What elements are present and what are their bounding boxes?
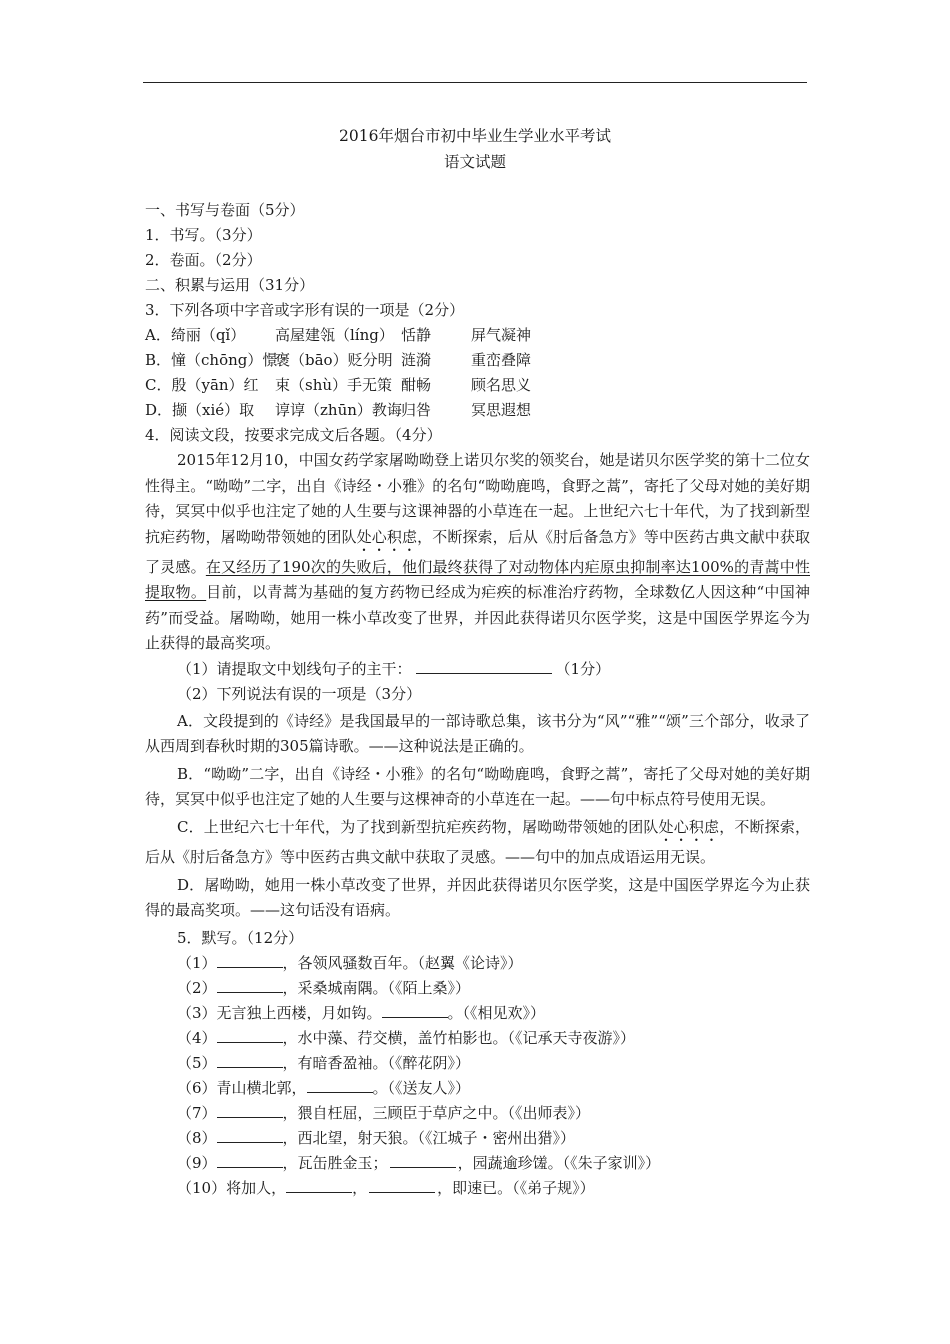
q5-line-6: （6）青山横北郭， 。（《送友人》） [177, 1078, 471, 1097]
q4-sub2: （2）下列说法有误的一项是（3分） [177, 684, 422, 703]
q5-line-3: （3）无言独上西楼，月如钩。 。（《相见欢》） [177, 1003, 546, 1022]
dotted-idiom: 处心积虑 [658, 817, 720, 836]
q5-line-9: （9） ，瓦缶胜金玉； ，园蔬逾珍馐。（《朱子家训》） [177, 1153, 661, 1172]
exam-content [145, 198, 810, 1201]
answer-blank[interactable] [416, 659, 552, 674]
q3-option-c: C．殷（yān）红 束（shù）手无策 酣畅 顾名思义 [145, 376, 532, 394]
q4-option-d: D．屠呦呦，她用一株小草改变了世界，并因此获得诺贝尔医学奖，这是中国医学界迄今为止获得的最高奖项。——这句话没有语病。 [145, 875, 810, 919]
exam-title: 2016年烟台市初中毕业生学业水平考试 [339, 127, 611, 145]
answer-blank[interactable] [217, 1028, 283, 1043]
q4-sub1: （1）请提取文中划线句子的主干： （1分） [177, 659, 611, 678]
q3-option-d: D．撷（xié）取 谆谆（zhūn）教诲归咎 冥思遐想 [145, 401, 532, 419]
q4-option-b: B．“呦呦”二字，出自《诗经・小雅》的名句“呦呦鹿鸣，食野之蒿”，寄托了父母对她的美好期待，冥冥中似乎也注定了她的人生要与这棵神奇的小草连在一起。——句中标点符号使用无误。 [145, 764, 810, 808]
item-2: 2．卷面。（2分） [145, 251, 262, 269]
dotted-idiom: 处心积虑 [356, 527, 418, 546]
answer-blank[interactable] [369, 1178, 435, 1193]
q5-line-2: （2） ，采桑城南隅。（《陌上桑》） [177, 978, 471, 997]
answer-blank[interactable] [382, 1003, 448, 1018]
answer-blank[interactable] [217, 1128, 283, 1143]
answer-blank[interactable] [307, 1078, 373, 1093]
q5-line-4: （4） ，水中藻、荇交横，盖竹柏影也。（《记承天寺夜游》） [177, 1028, 636, 1047]
q3-option-a: A．绮丽（qǐ） 高屋建瓴（líng） 恬静 屏气凝神 [145, 326, 532, 344]
answer-blank[interactable] [217, 953, 283, 968]
q5-line-5: （5） ，有暗香盈袖。（《醉花阴》） [177, 1053, 471, 1072]
underlined-sentence: 在又经历了190次的失败后，他们最终获得了对动物体内疟原虫抑制率达100%的青蒿中性提取物。 [145, 557, 810, 601]
answer-blank[interactable] [217, 978, 283, 993]
section-2-heading: 二、积累与运用（31分） [145, 276, 315, 294]
answer-blank[interactable] [217, 1053, 283, 1068]
answer-blank[interactable] [390, 1153, 456, 1168]
q5-stem: 5．默写。（12分） [177, 928, 304, 947]
answer-blank[interactable] [217, 1153, 283, 1168]
q3-stem: 3．下列各项中字音或字形有误的一项是（2分） [145, 301, 465, 319]
q4-stem: 4．阅读文段，按要求完成文后各题。（4分） [145, 426, 442, 444]
q5-line-10: （10）将加人， ， ，即速已。（《弟子规》） [177, 1178, 595, 1197]
q5-line-7: （7） ，猥自枉屈，三顾臣于草庐之中。（《出师表》） [177, 1103, 591, 1122]
q4-passage: 2015年12月10，中国女药学家屠呦呦登上诺贝尔奖的领奖台，她是诺贝尔医学奖的第十二位女性得主。“呦呦”二字，出自《诗经・小雅》的名句“呦呦鹿鸣，食野之蒿”，寄托了父母对她的美好期待，冥冥中似乎也注定了她的人生要与这课神器的小草连在一起。上世纪六七十年代，为了找到新型抗疟药物，屠呦呦带领她的团队处心积虑，不断探索，后从《肘后备急方》等中医药古典文献中获取了灵感。在又经历了190次的失败后，他们最终获得了对动物体内疟原虫抑制率达100%的青蒿中性提取物。目前，以青蒿为基础的复方药物已经成为疟疾的标准治疗药物，全球数亿人因这种“中国神药”而受益。屠呦呦，她用一株小草改变了世界，并因此获得诺贝尔医学奖，这是中国医学界迄今为止获得的最高奖项。 [145, 451, 810, 652]
answer-blank[interactable] [286, 1178, 352, 1193]
exam-subtitle: 语文试题 [443, 153, 506, 171]
q4-option-a: A．文段提到的《诗经》是我国最早的一部诗歌总集，该书分为“风”“雅”“颂”三个部分，收录了从西周到春秋时期的305篇诗歌。——这种说法是正确的。 [145, 711, 810, 755]
q5-line-8: （8） ，西北望，射天狼。（《江城子・密州出猎》） [177, 1128, 576, 1147]
section-1-heading: 一、书写与卷面（5分） [145, 201, 305, 219]
q3-option-b: B．憧（chōng）憬褒（bāo）贬分明 涟漪 重峦叠障 [145, 351, 532, 369]
header-rule [143, 82, 807, 83]
item-1: 1．书写。（3分） [145, 226, 262, 244]
answer-blank[interactable] [217, 1103, 283, 1118]
q4-option-c: C．上世纪六七十年代，为了找到新型抗疟疾药物，屠呦呦带领她的团队处心积虑，不断探索，后从《肘后备急方》等中医药古典文献中获取了灵感。——句中的加点成语运用无误。 [145, 817, 810, 866]
q5-line-1: （1） ，各领风骚数百年。（赵翼《论诗》） [177, 953, 523, 972]
